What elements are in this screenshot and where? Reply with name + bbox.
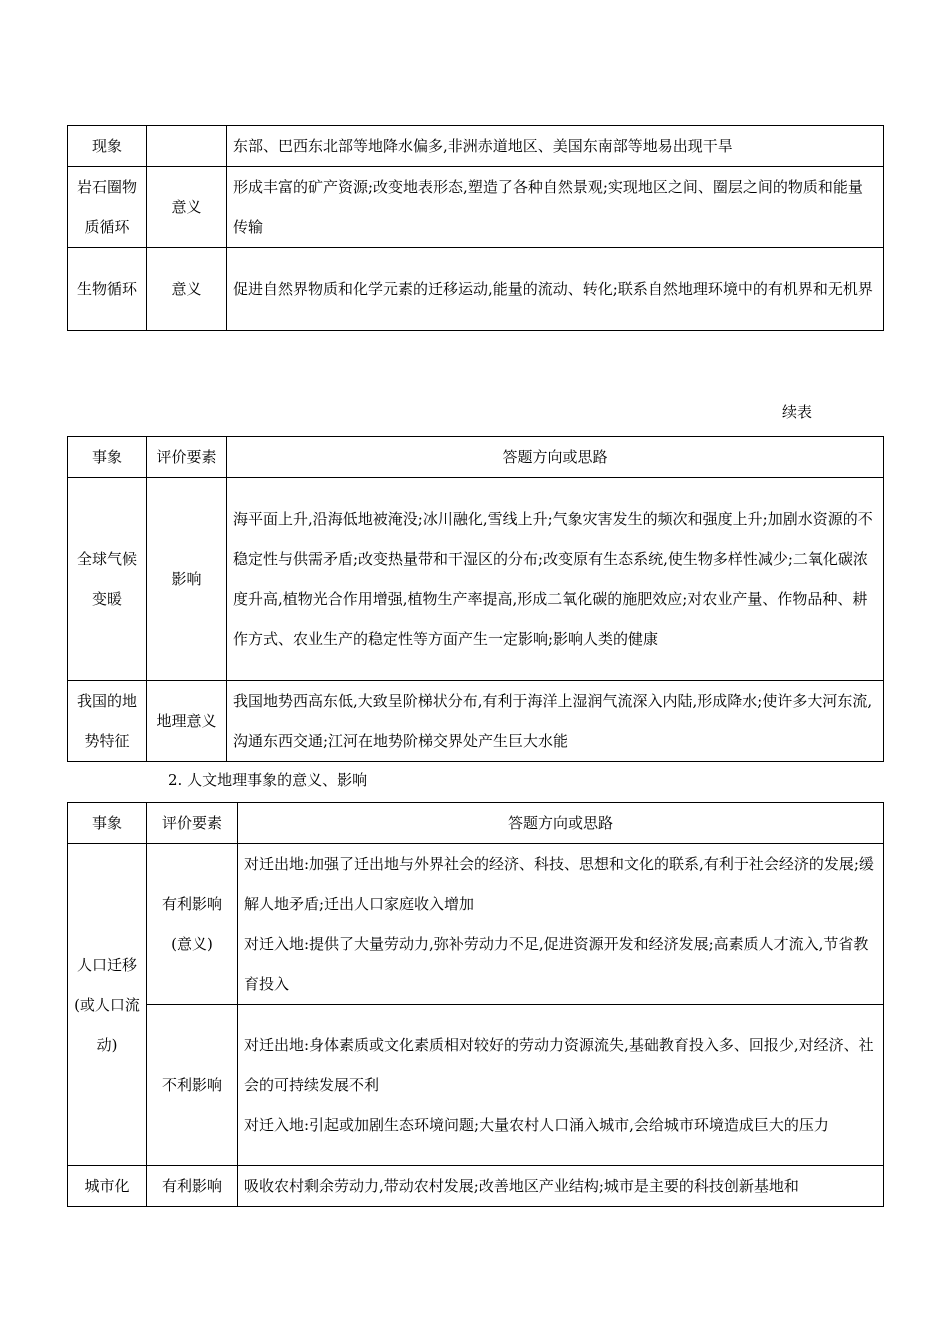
event-cell: 全球气候变暖 [68, 478, 147, 681]
element-cell: 不利影响 [147, 1005, 238, 1166]
table-row [68, 248, 884, 331]
header-element: 评价要素 [147, 437, 227, 478]
table-row [68, 1005, 884, 1166]
content-line-in: 对迁入地:引起或加剧生态环境问题;大量农村人口涌入城市,会给城市环境造成巨大的压力 [244, 1116, 829, 1134]
header-content: 答题方向或思路 [238, 803, 884, 844]
content-cell: 海平面上升,沿海低地被淹没;冰川融化,雪线上升;气象灾害发生的频次和强度上升;加剧水资源的不稳定性与供需矛盾;改变热量带和干湿区的分布;改变原有生态系统,使生物多样性减少;二氧化碳浓度升高,植物光合作用增强,植物生产率提高,形成二氧化碳的施肥效应;对农业产量、作物品种、耕作方式、农业生产的稳定性等方面产生一定影响;影响人类的健康 [227, 478, 884, 681]
element-cell: 有利影响 [147, 1166, 238, 1207]
content-cell [238, 1005, 884, 1166]
header-content: 答题方向或思路 [227, 437, 884, 478]
content-line-out: 对迁出地:身体素质或文化素质相对较好的劳动力资源流失,基础教育投入多、回报少,对经济、社会的可持续发展不利 [244, 1036, 874, 1094]
element-cell: 意义 [147, 167, 227, 248]
table-row [68, 167, 884, 248]
content-cell [238, 844, 884, 1005]
header-event: 事象 [68, 803, 147, 844]
content-line-out: 对迁出地:加强了迁出地与外界社会的经济、科技、思想和文化的联系,有利于社会经济的发展;缓解人地矛盾;迁出人口家庭收入增加 [244, 855, 874, 913]
event-cell: 生物循环 [68, 248, 147, 331]
content-cell: 东部、巴西东北部等地降水偏多,非洲赤道地区、美国东南部等地易出现干旱 [227, 126, 884, 167]
event-cell: 我国的地势特征 [68, 681, 147, 762]
table-row [68, 1166, 884, 1207]
table-physical-geography [67, 436, 884, 762]
content-line-in: 对迁入地:提供了大量劳动力,弥补劳动力不足,促进资源开发和经济发展;高素质人才流入,节省教育投入 [244, 935, 869, 993]
event-cell: 岩石圈物质循环 [68, 167, 147, 248]
table-row [68, 844, 884, 1005]
content-cell: 吸收农村剩余劳动力,带动农村发展;改善地区产业结构;城市是主要的科技创新基地和 [238, 1166, 884, 1207]
content-cell: 形成丰富的矿产资源;改变地表形态,塑造了各种自然景观;实现地区之间、圈层之间的物质和能量传输 [227, 167, 884, 248]
header-element: 评价要素 [147, 803, 238, 844]
table-natural-cycles [67, 125, 884, 331]
event-cell: 现象 [68, 126, 147, 167]
table-header-row [68, 803, 884, 844]
table-header-row [68, 437, 884, 478]
content-cell: 我国地势西高东低,大致呈阶梯状分布,有利于海洋上湿润气流深入内陆,形成降水;使许多大河东流,沟通东西交通;江河在地势阶梯交界处产生巨大水能 [227, 681, 884, 762]
table-row [68, 681, 884, 762]
event-cell: 人口迁移(或人口流动) [68, 844, 147, 1166]
header-event: 事象 [68, 437, 147, 478]
element-cell: 影响 [147, 478, 227, 681]
element-cell: 有利影响(意义) [147, 844, 238, 1005]
table-row [68, 478, 884, 681]
element-cell [147, 126, 227, 167]
element-cell: 意义 [147, 248, 227, 331]
table-human-geography [67, 802, 884, 1207]
section-title: 2. 人文地理事象的意义、影响 [168, 771, 368, 789]
table-row [68, 126, 884, 167]
content-cell: 促进自然界物质和化学元素的迁移运动,能量的流动、转化;联系自然地理环境中的有机界和无机界 [227, 248, 884, 331]
event-cell: 城市化 [68, 1166, 147, 1207]
continued-label: 续表 [782, 403, 813, 421]
element-cell: 地理意义 [147, 681, 227, 762]
